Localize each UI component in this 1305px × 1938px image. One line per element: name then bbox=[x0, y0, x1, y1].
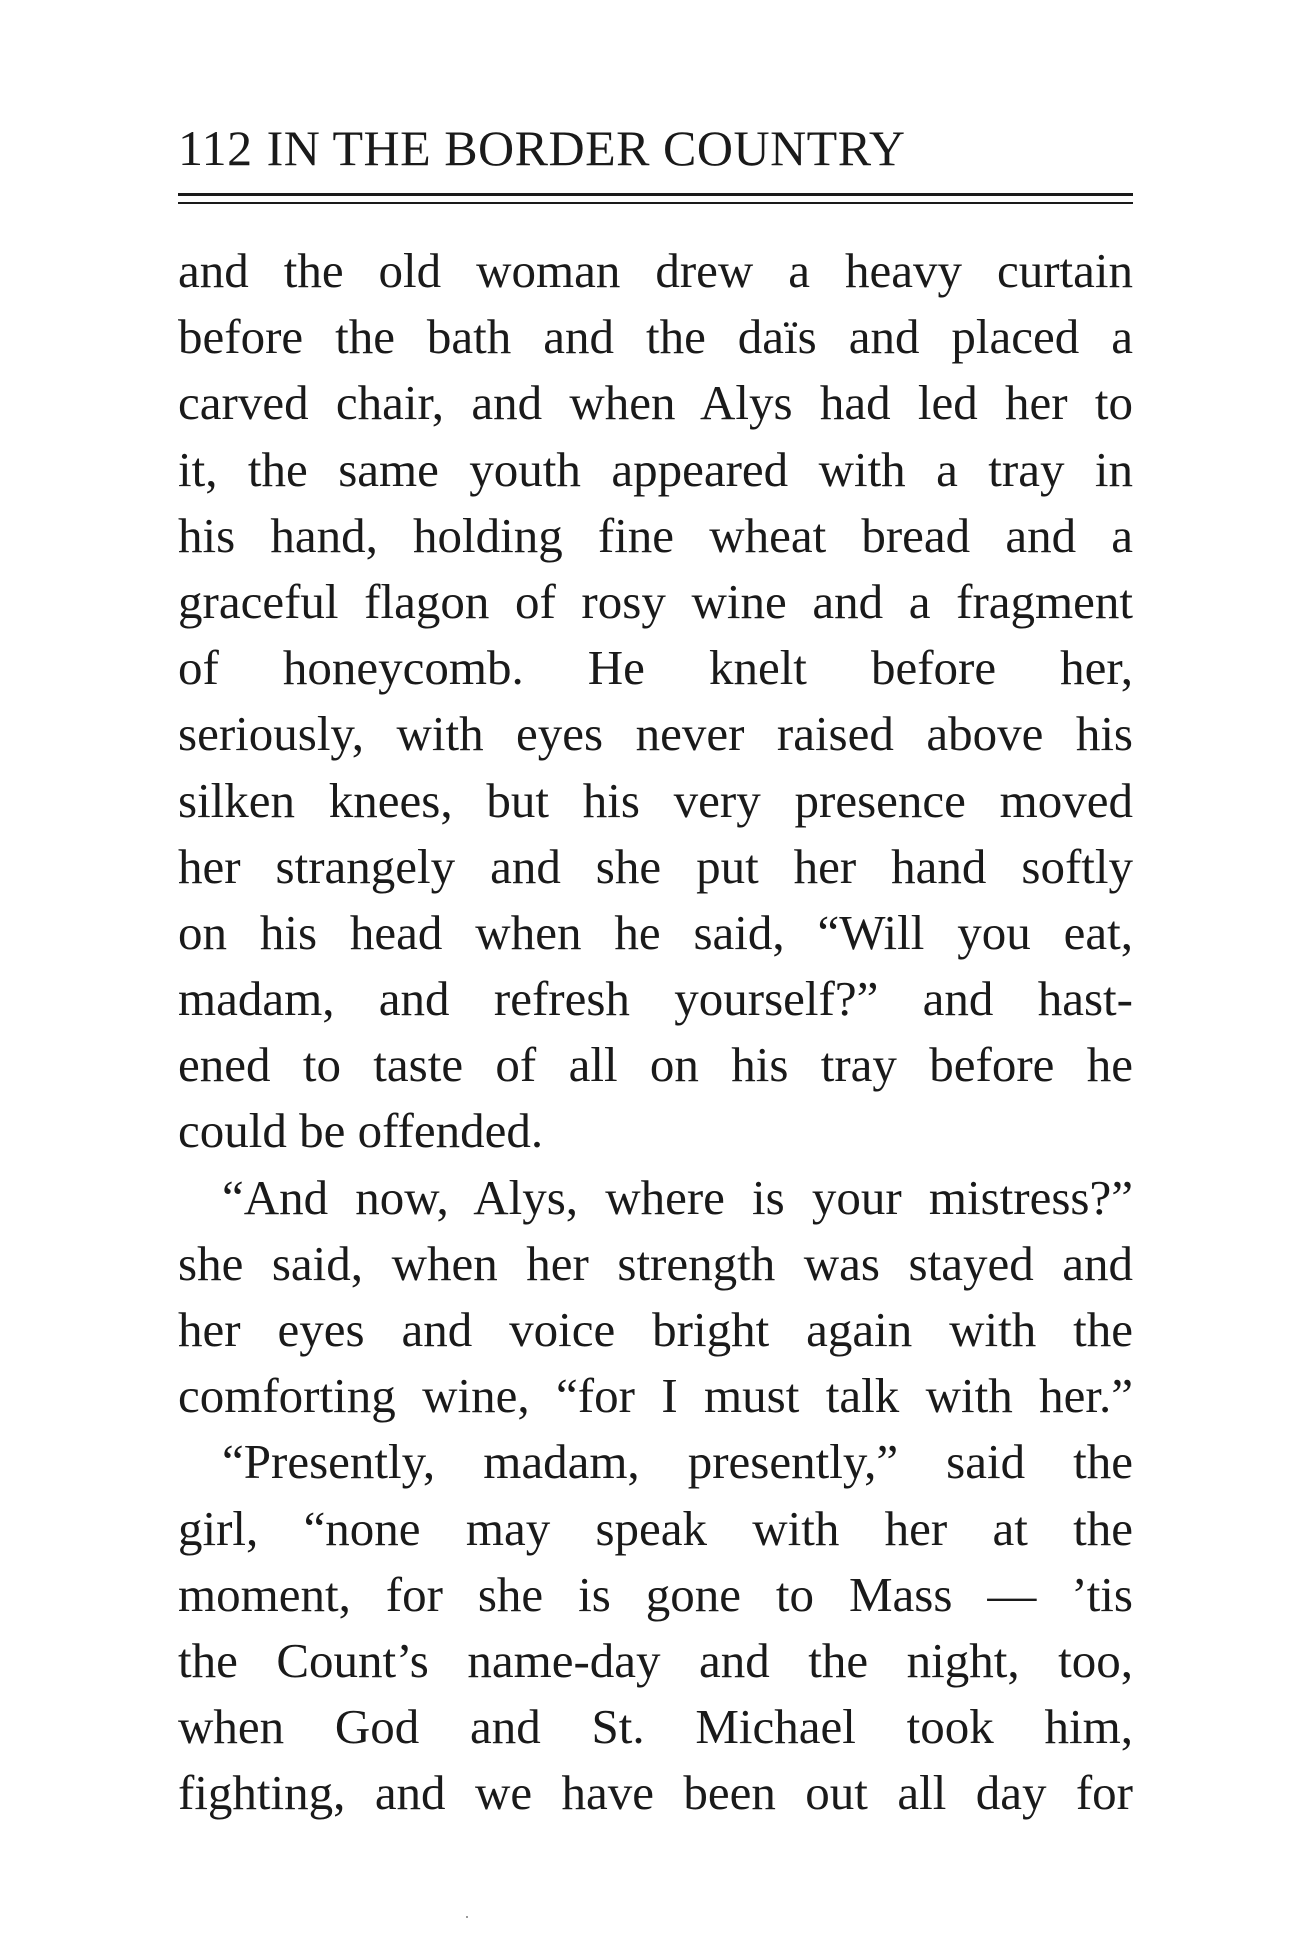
text-line: fighting, and we have been out all day for bbox=[178, 1765, 1133, 1821]
text-line: comforting wine, “for I must talk with her.” bbox=[178, 1368, 1133, 1424]
text-line: could be offended. bbox=[178, 1103, 544, 1159]
running-title: IN THE BORDER COUNTRY bbox=[266, 120, 906, 176]
text-line: his hand, holding fine wheat bread and a bbox=[178, 507, 1133, 563]
text-line: it, the same youth appeared with a tray in bbox=[178, 441, 1133, 497]
text-line: ened to taste of all on his tray before he bbox=[178, 1037, 1133, 1093]
body-text bbox=[178, 238, 1133, 1827]
text-line: silken knees, but his very presence moved bbox=[178, 772, 1133, 828]
header-rule-bottom bbox=[178, 202, 1133, 204]
text-line: when God and St. Michael took him, bbox=[178, 1699, 1133, 1755]
text-line: she said, when her strength was stayed and bbox=[178, 1235, 1133, 1291]
header-rule-top bbox=[178, 193, 1133, 196]
text-line: madam, and refresh yourself?” and hast- bbox=[178, 971, 1133, 1027]
text-line: and the old woman drew a heavy curtain bbox=[178, 243, 1133, 298]
text-line: on his head when he said, “Will you eat, bbox=[178, 904, 1133, 960]
text-line: moment, for she is gone to Mass — ’tis bbox=[178, 1566, 1133, 1622]
text-line: the Count’s name-day and the night, too, bbox=[178, 1632, 1133, 1688]
print-speck bbox=[466, 1916, 468, 1918]
text-line: of honeycomb. He knelt before her, bbox=[178, 640, 1133, 696]
text-line: her eyes and voice bright again with the bbox=[178, 1302, 1133, 1357]
text-line: “Presently, madam, presently,” said the bbox=[222, 1434, 1133, 1490]
page-number: 112 bbox=[178, 120, 253, 176]
text-line: carved chair, and when Alys had led her to bbox=[178, 375, 1133, 431]
text-line: before the bath and the daïs and placed a bbox=[178, 309, 1133, 365]
text-line: seriously, with eyes never raised above his bbox=[178, 706, 1133, 762]
text-line: girl, “none may speak with her at the bbox=[178, 1500, 1133, 1556]
text-line: graceful flagon of rosy wine and a fragment bbox=[178, 573, 1133, 629]
running-head bbox=[178, 118, 1133, 178]
text-line: “And now, Alys, where is your mistress?” bbox=[222, 1169, 1133, 1225]
text-line: her strangely and she put her hand softly bbox=[178, 838, 1133, 894]
